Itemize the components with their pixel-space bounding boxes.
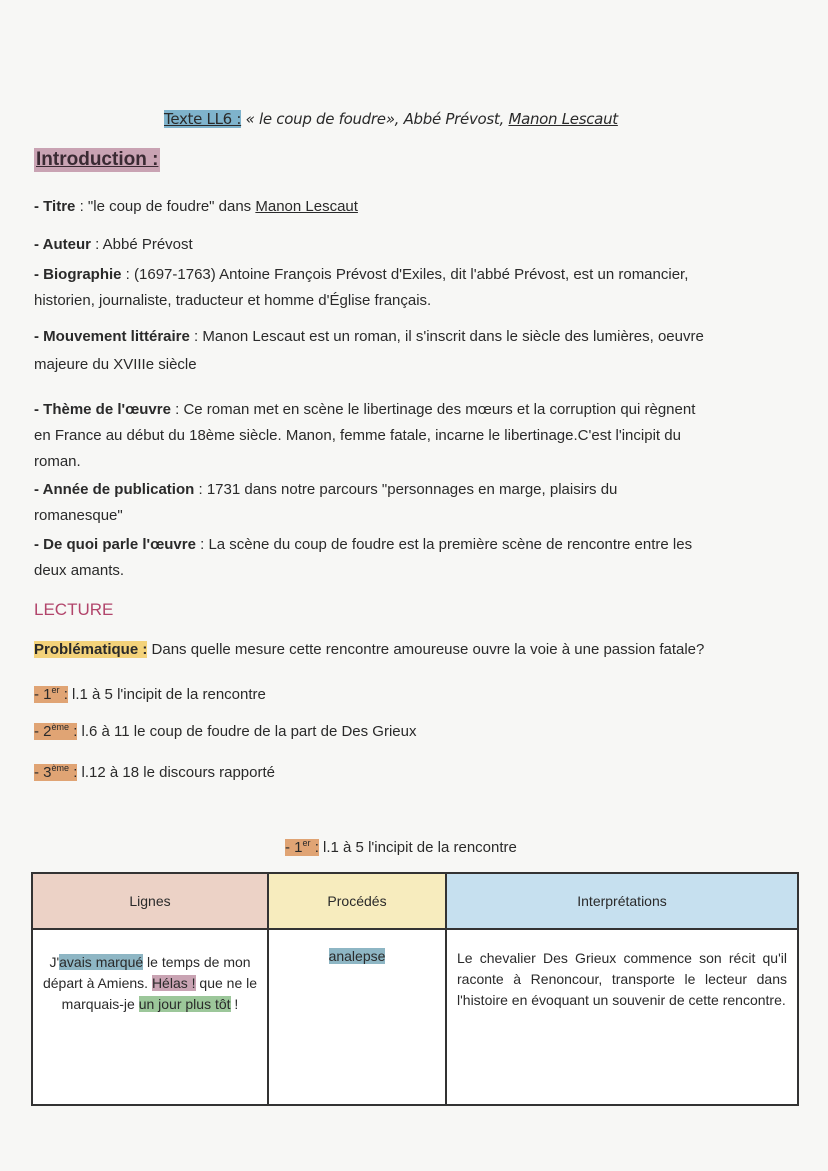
movement-3: - 3ème : l.12 à 18 le discours rapporté xyxy=(34,763,275,781)
intro-theme: - Thème de l'œuvre : Ce roman met en scène le libertinage des mœurs et la corruption qui règnent xyxy=(34,401,696,418)
header-procedes: Procédés xyxy=(268,873,446,929)
intro-auteur: - Auteur : Abbé Prévost xyxy=(34,236,193,253)
intro-mouvement-2: majeure du XVIIIe siècle xyxy=(34,356,197,373)
intro-biographie: - Biographie : (1697-1763) Antoine François Prévost d'Exiles, dit l'abbé Prévost, est un romancier, xyxy=(34,266,689,283)
cell-lignes: J'avais marqué le temps de mon départ à Amiens. Hélas ! que ne le marquais-je un jour plus tôt ! xyxy=(32,929,268,1105)
movement-2: - 2ème : l.6 à 11 le coup de foudre de la part de Des Grieux xyxy=(34,722,417,740)
intro-mouvement: - Mouvement littéraire : Manon Lescaut est un roman, il s'inscrit dans le siècle des lumières, oeuvre xyxy=(34,328,704,345)
title-label: Texte LL6 : xyxy=(164,110,242,128)
intro-de-quoi-2: deux amants. xyxy=(34,562,125,579)
intro-theme-2: en France au début du 18ème siècle. Manon, femme fatale, incarne le libertinage.C'est l'incipit du xyxy=(34,427,681,444)
title-quote: « le coup de foudre», Abbé Prévost, xyxy=(241,110,509,128)
intro-titre: - Titre : "le coup de foudre" dans Manon Lescaut xyxy=(34,198,358,215)
intro-theme-3: roman. xyxy=(34,453,81,470)
intro-annee: - Année de publication : 1731 dans notre parcours "personnages en marge, plaisirs du xyxy=(34,481,618,498)
title-work: Manon Lescaut xyxy=(508,110,618,128)
movement-1: - 1er : l.1 à 5 l'incipit de la rencontre xyxy=(34,685,266,703)
document-title xyxy=(164,110,618,128)
lecture-heading: LECTURE xyxy=(34,600,114,619)
table-row xyxy=(32,929,798,1105)
introduction-heading: Introduction : xyxy=(36,149,159,170)
intro-de-quoi: - De quoi parle l'œuvre : La scène du coup de foudre est la première scène de rencontre entre les xyxy=(34,536,693,553)
analysis-table xyxy=(31,872,799,1106)
problematique: Problématique : Dans quelle mesure cette rencontre amoureuse ouvre la voie à une passion fatale? xyxy=(34,641,705,658)
intro-biographie-2: historien, journaliste, traducteur et homme d'Église français. xyxy=(34,292,432,309)
table-heading: - 1er : l.1 à 5 l'incipit de la rencontre xyxy=(285,838,517,856)
cell-interpretation: Le chevalier Des Grieux commence son récit qu'il raconte à Renoncour, transporte le lecteur dans l'histoire en évoquant un souvenir de cette rencontre. xyxy=(446,929,798,1105)
header-interpretations: Interprétations xyxy=(446,873,798,929)
intro-annee-2: romanesque" xyxy=(34,507,123,524)
header-lignes: Lignes xyxy=(32,873,268,929)
cell-procedes: analepse xyxy=(268,929,446,1105)
